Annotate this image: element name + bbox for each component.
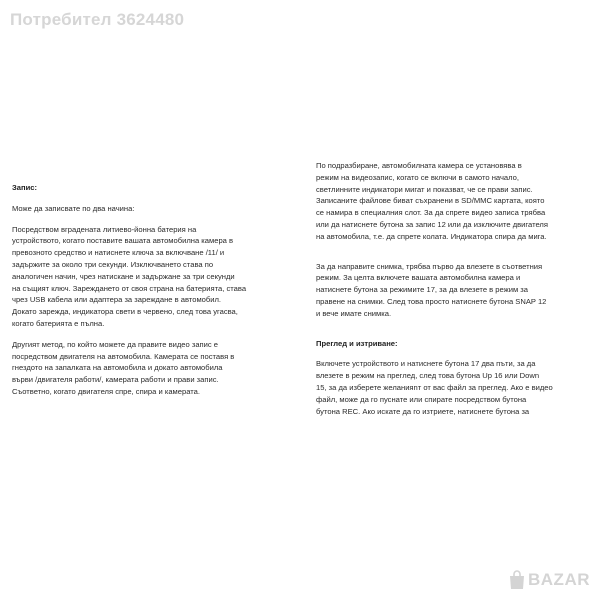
text-line: Записаните файлове биват съхранени в SD/MMC картата, която	[316, 196, 545, 206]
logo-text: BAZAR	[528, 570, 590, 589]
text-line: се намира в специалния слот. За да спрете видео записа трябва	[316, 208, 546, 218]
text-line: По подразбиране, автомобилната камера се установява в	[316, 161, 522, 170]
paragraph-review	[316, 358, 582, 417]
paragraph-default-mode	[316, 160, 582, 243]
right-column	[316, 160, 582, 417]
text-line: или да натиснете бутона за запис 12 или да изключите двигателя	[316, 219, 548, 229]
text-line: гнездото на запалката на автомобила и докато автомобила	[12, 363, 223, 373]
text-line: режим на видеозапис, когато се включи в самото начало,	[316, 172, 519, 182]
text-line: устройството, когато поставите вашата автомобилна камера в	[12, 236, 234, 246]
intro-text: Може да записвате по два начина:	[12, 203, 135, 213]
paragraph-engine	[12, 339, 282, 398]
text-line: Другият метод, по който можете да правите видео запис е	[12, 339, 219, 349]
text-line: режим. За целта включете вашата автомобилна камера и	[316, 273, 521, 283]
user-watermark: Потребител 3624480	[10, 10, 185, 29]
text-line: когато батерията е пълна.	[12, 318, 105, 328]
text-line: бутона REC. Ако искате да го изтриете, натиснете бутона за	[316, 406, 530, 416]
text-line: Докато зарежда, индикатора свети в червено, след това угасва,	[12, 307, 238, 317]
section-heading-record: Запис:	[12, 183, 37, 192]
text-line: 15, за да изберете желанияnт от вас файл за преглед. Ако е видео	[316, 382, 553, 392]
text-line: светлинните индикатори мигат и показват, че се прави запис.	[316, 184, 533, 194]
text-line: За да направите снимка, трябва първо да влезете в съответния	[316, 261, 543, 271]
paragraph-photo	[316, 261, 582, 320]
bazar-logo	[508, 570, 590, 590]
text-line: Посредством вградената литиево-йонна батерия на	[12, 224, 197, 234]
text-line: върви /двигателя работи/, камерата работи и прави запис.	[12, 375, 219, 385]
text-line: натиснете бутона за режимите 17, за да влезете в режим за	[316, 285, 529, 295]
text-line: чрез USB кабела или адаптера за зареждане в автомобил.	[12, 295, 222, 305]
text-line: аналогичен начин, чрез натискане и задържане за три секунди	[12, 271, 235, 281]
shopping-bag-icon	[508, 570, 526, 590]
text-line: Включете устройството и натиснете бутона 17 два пъти, за да	[316, 359, 536, 369]
text-line: на автомобила, т.е. да спрете колата. Индикатора спира да мига.	[316, 231, 547, 241]
text-line: превозното средство и натиснете ключа за включване /11/ и	[12, 248, 225, 258]
text-line: влезете в режим на преглед, след това бутона Up 16 или Down	[316, 371, 540, 381]
left-column	[12, 182, 282, 398]
text-line: на същият ключ. Зареждането от своя страна на батерията, става	[12, 283, 247, 293]
text-line: Съответно, когато двигателя спре, спира и камерата.	[12, 386, 200, 396]
paragraph-battery	[12, 224, 282, 330]
text-line: и вече имате снимка.	[316, 308, 392, 318]
text-line: правене на снимки. След това просто натиснете бутона SNAP 12	[316, 296, 547, 306]
text-line: задържите за около три секунди. Изключването става по	[12, 259, 214, 269]
text-line: файл, може да го пуснате или спирате посредством бутона	[316, 394, 527, 404]
section-heading-review: Преглед и изтриване:	[316, 338, 398, 348]
text-line: посредством двигателя на автомобила. Камерата се поставя в	[12, 351, 235, 361]
